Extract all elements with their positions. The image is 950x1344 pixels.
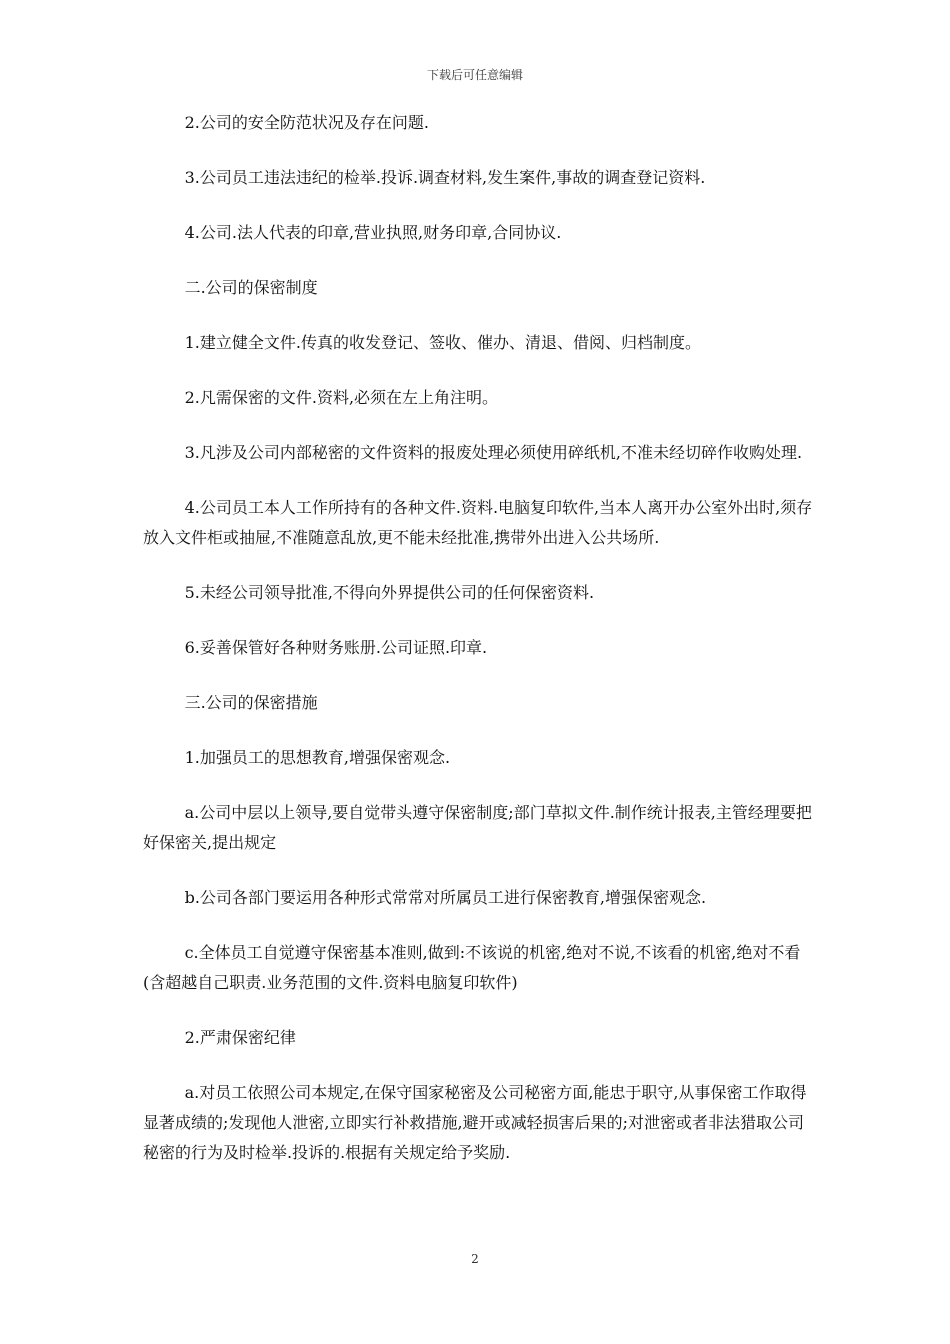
page-number: 2 (471, 1252, 479, 1266)
paragraph: 5.未经公司领导批准,不得向外界提供公司的任何保密资料. (184, 583, 595, 602)
paragraph: 4.公司.法人代表的印章,营业执照,财务印章,合同协议. (184, 223, 562, 242)
paragraph: a.公司中层以上领导,要自觉带头遵守保密制度;部门草拟文件.制作统计报表,主管经理要把好保密关,提出规定 (143, 803, 812, 852)
paragraph: 2.公司的安全防范状况及存在问题. (184, 113, 429, 132)
paragraph: b.公司各部门要运用各种形式常常对所属员工进行保密教育,增强保密观念. (184, 888, 707, 907)
paragraph: 2.凡需保密的文件.资料,必须在左上角注明。 (184, 388, 499, 407)
paragraph: 1.建立健全文件.传真的收发登记、签收、催办、清退、借阅、归档制度。 (184, 333, 701, 352)
document-body (143, 108, 813, 1193)
section-heading: 三.公司的保密措施 (184, 693, 318, 712)
page-header: 下载后可任意编辑 (426, 68, 523, 82)
section-heading: 二.公司的保密制度 (184, 278, 318, 297)
paragraph: 3.凡涉及公司内部秘密的文件资料的报废处理必须使用碎纸机,不准未经切碎作收购处理. (184, 443, 803, 462)
paragraph: c.全体员工自觉遵守保密基本准则,做到:不该说的机密,绝对不说,不该看的机密,绝对不看(含超越自己职责.业务范围的文件.资料电脑复印软件) (143, 943, 801, 992)
paragraph: 4.公司员工本人工作所持有的各种文件.资料.电脑复印软件,当本人离开办公室外出时,须存放入文件柜或抽屉,不准随意乱放,更不能未经批准,携带外出进入公共场所. (143, 498, 813, 547)
paragraph: 2.严肃保密纪律 (184, 1028, 296, 1047)
paragraph: 6.妥善保管好各种财务账册.公司证照.印章. (184, 638, 488, 657)
paragraph: 3.公司员工违法违纪的检举.投诉.调查材料,发生案件,事故的调查登记资料. (184, 168, 706, 187)
paragraph: 1.加强员工的思想教育,增强保密观念. (184, 748, 451, 767)
paragraph: a.对员工依照公司本规定,在保守国家秘密及公司秘密方面,能忠于职守,从事保密工作取得显著成绩的;发现他人泄密,立即实行补救措施,避开或减轻损害后果的;对泄密或者非法猎取公司秘密的行为及时检举.投诉的.根据有关规定给予奖励. (143, 1083, 807, 1162)
